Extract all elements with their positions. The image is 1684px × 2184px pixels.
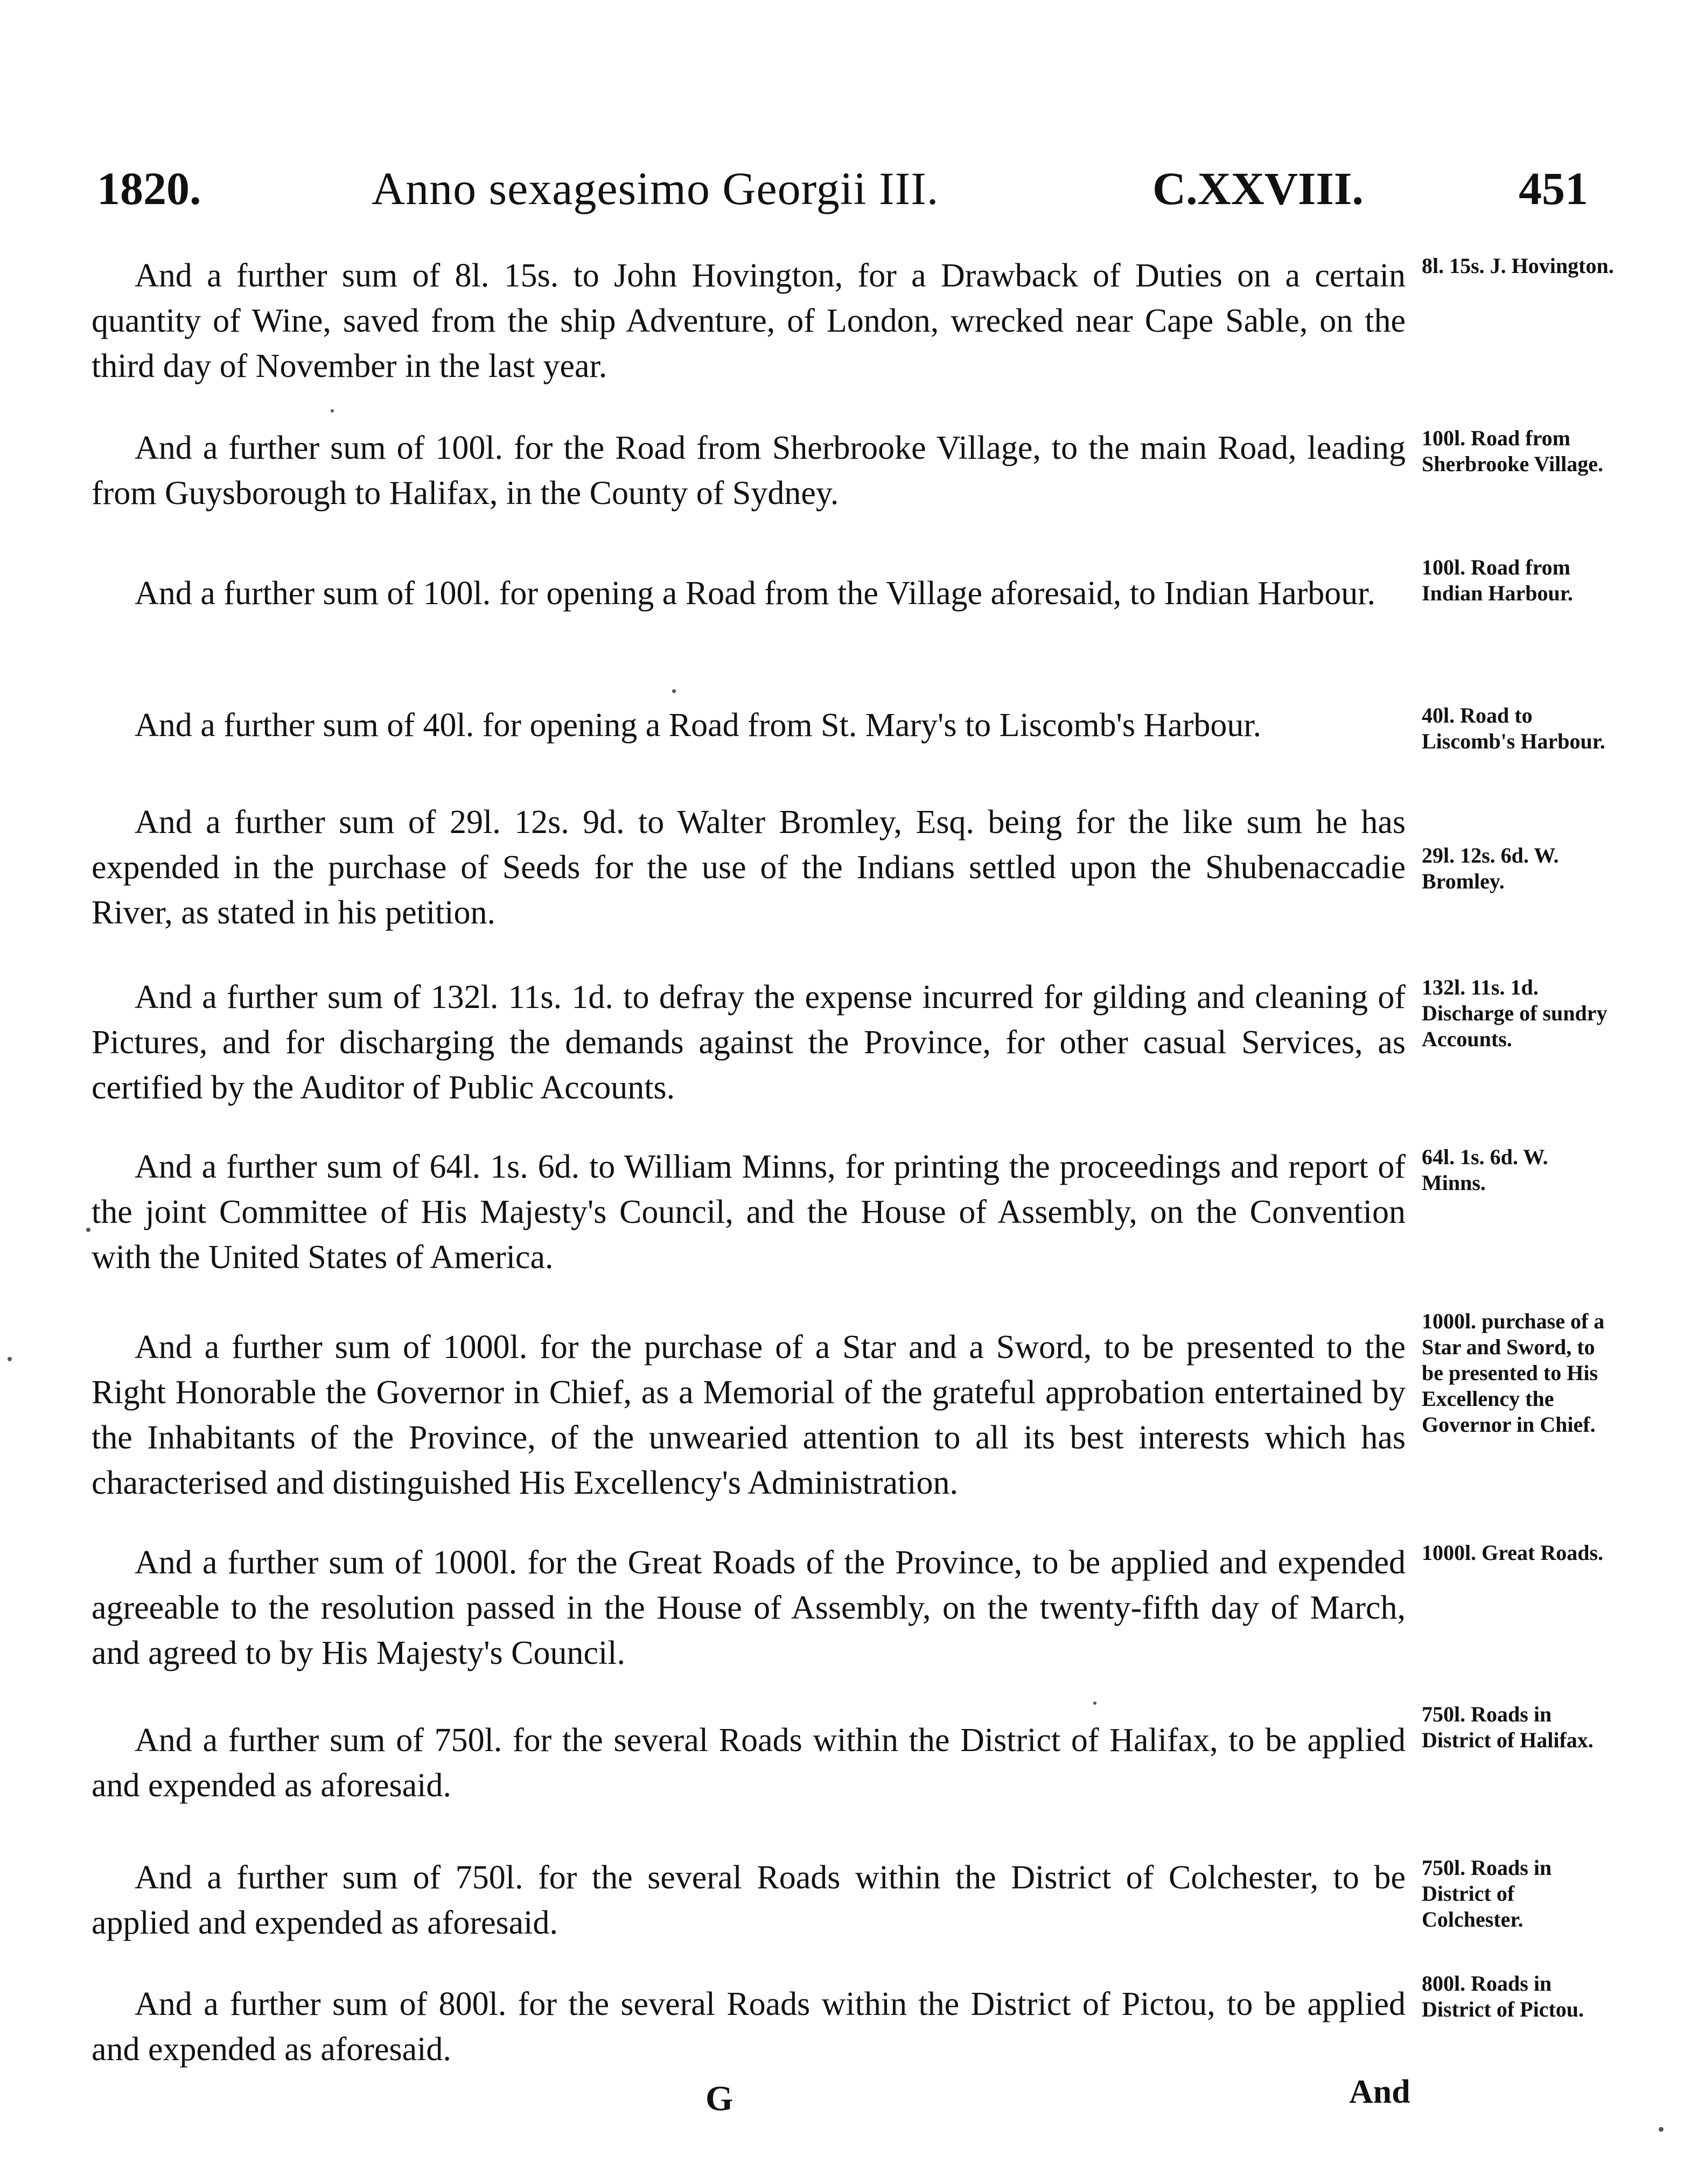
signature-mark: G: [705, 2079, 733, 2118]
entry-text: And a further sum of 8l. 15s. to John Hovington, for a Drawback of Duties on a certain quantity of Wine, saved from the ship Adventure, of London, wrecked near Cape Sable, on the third day of November in the last year.: [92, 257, 1406, 384]
marginal-note: 8l. 15s. J. Hovington.: [1422, 254, 1614, 278]
scan-speck: [1093, 1702, 1096, 1705]
marginal-note: 750l. Roads in District of Colchester.: [1422, 1856, 1552, 1931]
running-head: [0, 162, 1684, 237]
entry-text: And a further sum of 40l. for opening a Road from St. Mary's to Liscomb's Harbour.: [135, 707, 1262, 744]
entry-text: And a further sum of 1000l. for the Great Roads of the Province, to be applied and expended agreeable to the resolution passed in the House of Assembly, on the twenty-fifth day of March, and agreed to by His Majesty's Council.: [92, 1544, 1406, 1671]
scan-speck: [1659, 2127, 1664, 2132]
marginal-note: 29l. 12s. 6d. W. Bromley.: [1422, 843, 1559, 893]
marginal-note: 100l. Road from Indian Harbour.: [1422, 555, 1573, 605]
scan-speck: [8, 1357, 12, 1361]
marginal-note: 1000l. purchase of a Star and Sword, to be presented to His Excellency the Governor in Chief.: [1422, 1309, 1605, 1437]
entry-text: And a further sum of 750l. for the several Roads within the District of Halifax, to be applied and expended as aforesaid.: [92, 1722, 1406, 1804]
marginal-note: 40l. Road to Liscomb's Harbour.: [1422, 703, 1605, 753]
entry-text: And a further sum of 64l. 1s. 6d. to William Minns, for printing the proceedings and report of the joint Committee of His Majesty's Council, and the House of Assembly, on the Convention with the United States of America.: [92, 1149, 1406, 1276]
marginal-note: 64l. 1s. 6d. W. Minns.: [1422, 1145, 1548, 1195]
catchword: And: [1349, 2074, 1410, 2110]
scan-speck: [672, 689, 676, 693]
scan-speck: [331, 409, 334, 412]
entry-text: And a further sum of 1000l. for the purchase of a Star and a Sword, to be presented to the Right Honorable the Governor in Chief, as a Memorial of the grateful approbation entertained by the Inhabitants of the Province, of the unwearied attention to all its best interests which has characterised and distinguished His Excellency's Administration.: [92, 1329, 1406, 1501]
entry-text: And a further sum of 29l. 12s. 9d. to Walter Bromley, Esq. being for the like sum he has expended in the purchase of Seeds for the use of the Indians settled upon the Shubenaccadie River, as stated in his petition.: [92, 804, 1406, 931]
marginal-note: 800l. Roads in District of Pictou.: [1422, 1971, 1584, 2021]
entry-text: And a further sum of 100l. for opening a Road from the Village aforesaid, to Indian Harbour.: [135, 575, 1376, 612]
scan-speck: [86, 1228, 90, 1232]
entry-text: And a further sum of 100l. for the Road from Sherbrooke Village, to the main Road, leading from Guysborough to Halifax, in the County of Sydney.: [92, 430, 1406, 512]
page-number: 451: [1519, 163, 1588, 214]
header-chapter: C.XXVIII.: [1152, 163, 1364, 214]
entry-text: And a further sum of 800l. for the several Roads within the District of Pictou, to be applied and expended as aforesaid.: [92, 1986, 1406, 2068]
header-title: Anno sexagesimo Georgii III.: [372, 163, 939, 214]
marginal-note: 100l. Road from Sherbrooke Village.: [1422, 426, 1604, 476]
marginal-note: 132l. 11s. 1d. Discharge of sundry Accounts.: [1422, 975, 1608, 1051]
entry-text: And a further sum of 750l. for the several Roads within the District of Colchester, to be applied and expended as aforesaid.: [92, 1859, 1406, 1941]
marginal-note: 1000l. Great Roads.: [1422, 1541, 1604, 1565]
entry-text: And a further sum of 132l. 11s. 1d. to defray the expense incurred for gilding and cleaning of Pictures, and for discharging the demands against the Province, for other casual Services, as certified by the Auditor of Public Accounts.: [92, 979, 1406, 1106]
marginal-note: 750l. Roads in District of Halifax.: [1422, 1702, 1594, 1752]
header-year: 1820.: [97, 163, 201, 214]
